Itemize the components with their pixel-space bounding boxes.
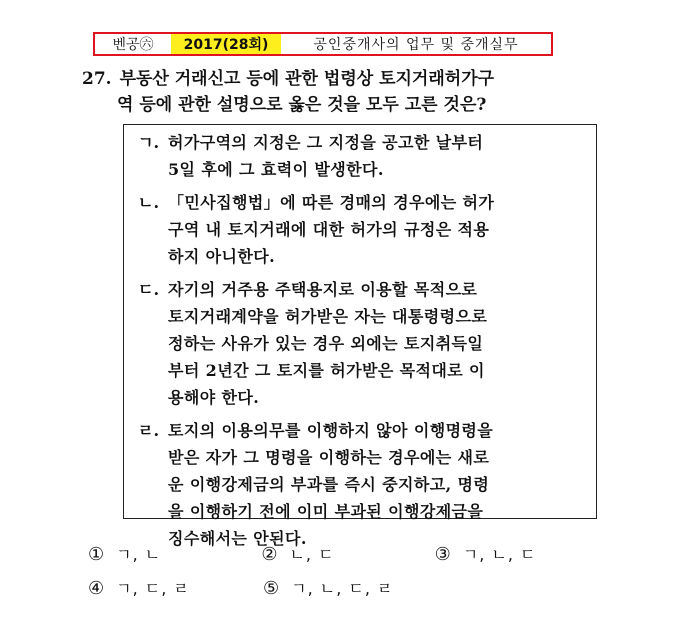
option-text: ㄱ, ㄷ, ㄹ bbox=[116, 578, 190, 598]
exam-header bbox=[93, 32, 553, 56]
statement-line: 하지 아니한다. bbox=[168, 247, 276, 266]
exam-year-label: 2017(28회) bbox=[171, 34, 281, 54]
statement-line: 받은 자가 그 명령을 이행하는 경우에는 새로 bbox=[168, 448, 490, 467]
statement-item bbox=[138, 129, 588, 183]
answer-option-2[interactable] bbox=[261, 542, 434, 565]
statement-text bbox=[168, 276, 588, 411]
statement-mark: ㄷ. bbox=[138, 280, 160, 299]
statement-line: 토지의 이용의무를 이행하지 않아 이행명령을 bbox=[168, 421, 494, 440]
option-text: ㄱ, ㄴ, ㄷ, ㄹ bbox=[291, 578, 394, 598]
statement-line: 「민사집행법」에 따른 경매의 경우에는 허가 bbox=[168, 193, 495, 212]
option-number: ③ bbox=[434, 543, 451, 565]
subject-title: 공인중개사의 업무 및 중개실무 bbox=[313, 37, 519, 53]
answer-option-1[interactable] bbox=[88, 542, 261, 565]
statement-line: 부터 2년간 그 토지를 허가받은 목적대로 이 bbox=[168, 361, 485, 380]
brand-label: 벤공㊅ bbox=[95, 34, 171, 54]
statement-text bbox=[168, 189, 588, 270]
question-text-1: 부동산 거래신고 등에 관한 법령상 토지거래허가구 bbox=[119, 69, 495, 89]
question-stem bbox=[82, 66, 622, 118]
statement-line: 을 이행하기 전에 이미 부과된 이행강제금을 bbox=[168, 502, 484, 521]
statements-box bbox=[123, 124, 597, 548]
question-line-2: 역 등에 관한 설명으로 옳은 것을 모두 고른 것은? bbox=[117, 95, 487, 115]
answer-option-4[interactable] bbox=[88, 576, 263, 599]
statement-text bbox=[168, 129, 588, 183]
options-row-1 bbox=[88, 536, 608, 570]
answer-option-5[interactable] bbox=[263, 576, 438, 599]
option-number: ① bbox=[88, 543, 105, 565]
answer-option-3[interactable] bbox=[435, 542, 608, 565]
statement-line: 토지거래계약을 허가받은 자는 대통령령으로 bbox=[168, 307, 488, 326]
statement-item bbox=[138, 417, 588, 552]
question-line-1 bbox=[82, 66, 622, 92]
statement-mark: ㄴ. bbox=[138, 193, 160, 212]
option-text: ㄴ, ㄷ bbox=[289, 544, 335, 564]
option-number: ② bbox=[261, 543, 278, 565]
statement-mark: ㄹ. bbox=[138, 421, 160, 440]
statement-item bbox=[138, 189, 588, 270]
statement-line: 자기의 거주용 주택용지로 이용할 목적으로 bbox=[168, 280, 478, 299]
statement-mark: ㄱ. bbox=[138, 133, 160, 152]
statement-line: 구역 내 토지거래에 대한 허가의 규정은 적용 bbox=[168, 220, 490, 239]
option-text: ㄱ, ㄴ bbox=[116, 544, 162, 564]
statement-text bbox=[168, 417, 588, 552]
statement-line: 용해야 한다. bbox=[168, 388, 260, 407]
option-number: ④ bbox=[88, 577, 105, 599]
option-text: ㄱ, ㄴ, ㄷ bbox=[462, 544, 537, 564]
options-row-2 bbox=[88, 570, 608, 604]
statement-line: 정하는 사유가 있는 경우 외에는 토지취득일 bbox=[168, 334, 484, 353]
question-number: 27. bbox=[82, 69, 112, 89]
option-number: ⑤ bbox=[263, 577, 280, 599]
answer-options bbox=[88, 536, 608, 604]
statement-line: 징수해서는 안된다. bbox=[168, 529, 307, 548]
statement-line: 5일 후에 그 효력이 발생한다. bbox=[168, 160, 384, 179]
statement-item bbox=[138, 276, 588, 411]
statement-line: 허가구역의 지정은 그 지정을 공고한 날부터 bbox=[168, 133, 484, 152]
statement-line: 운 이행강제금의 부과를 즉시 중지하고, 명령 bbox=[168, 475, 490, 494]
